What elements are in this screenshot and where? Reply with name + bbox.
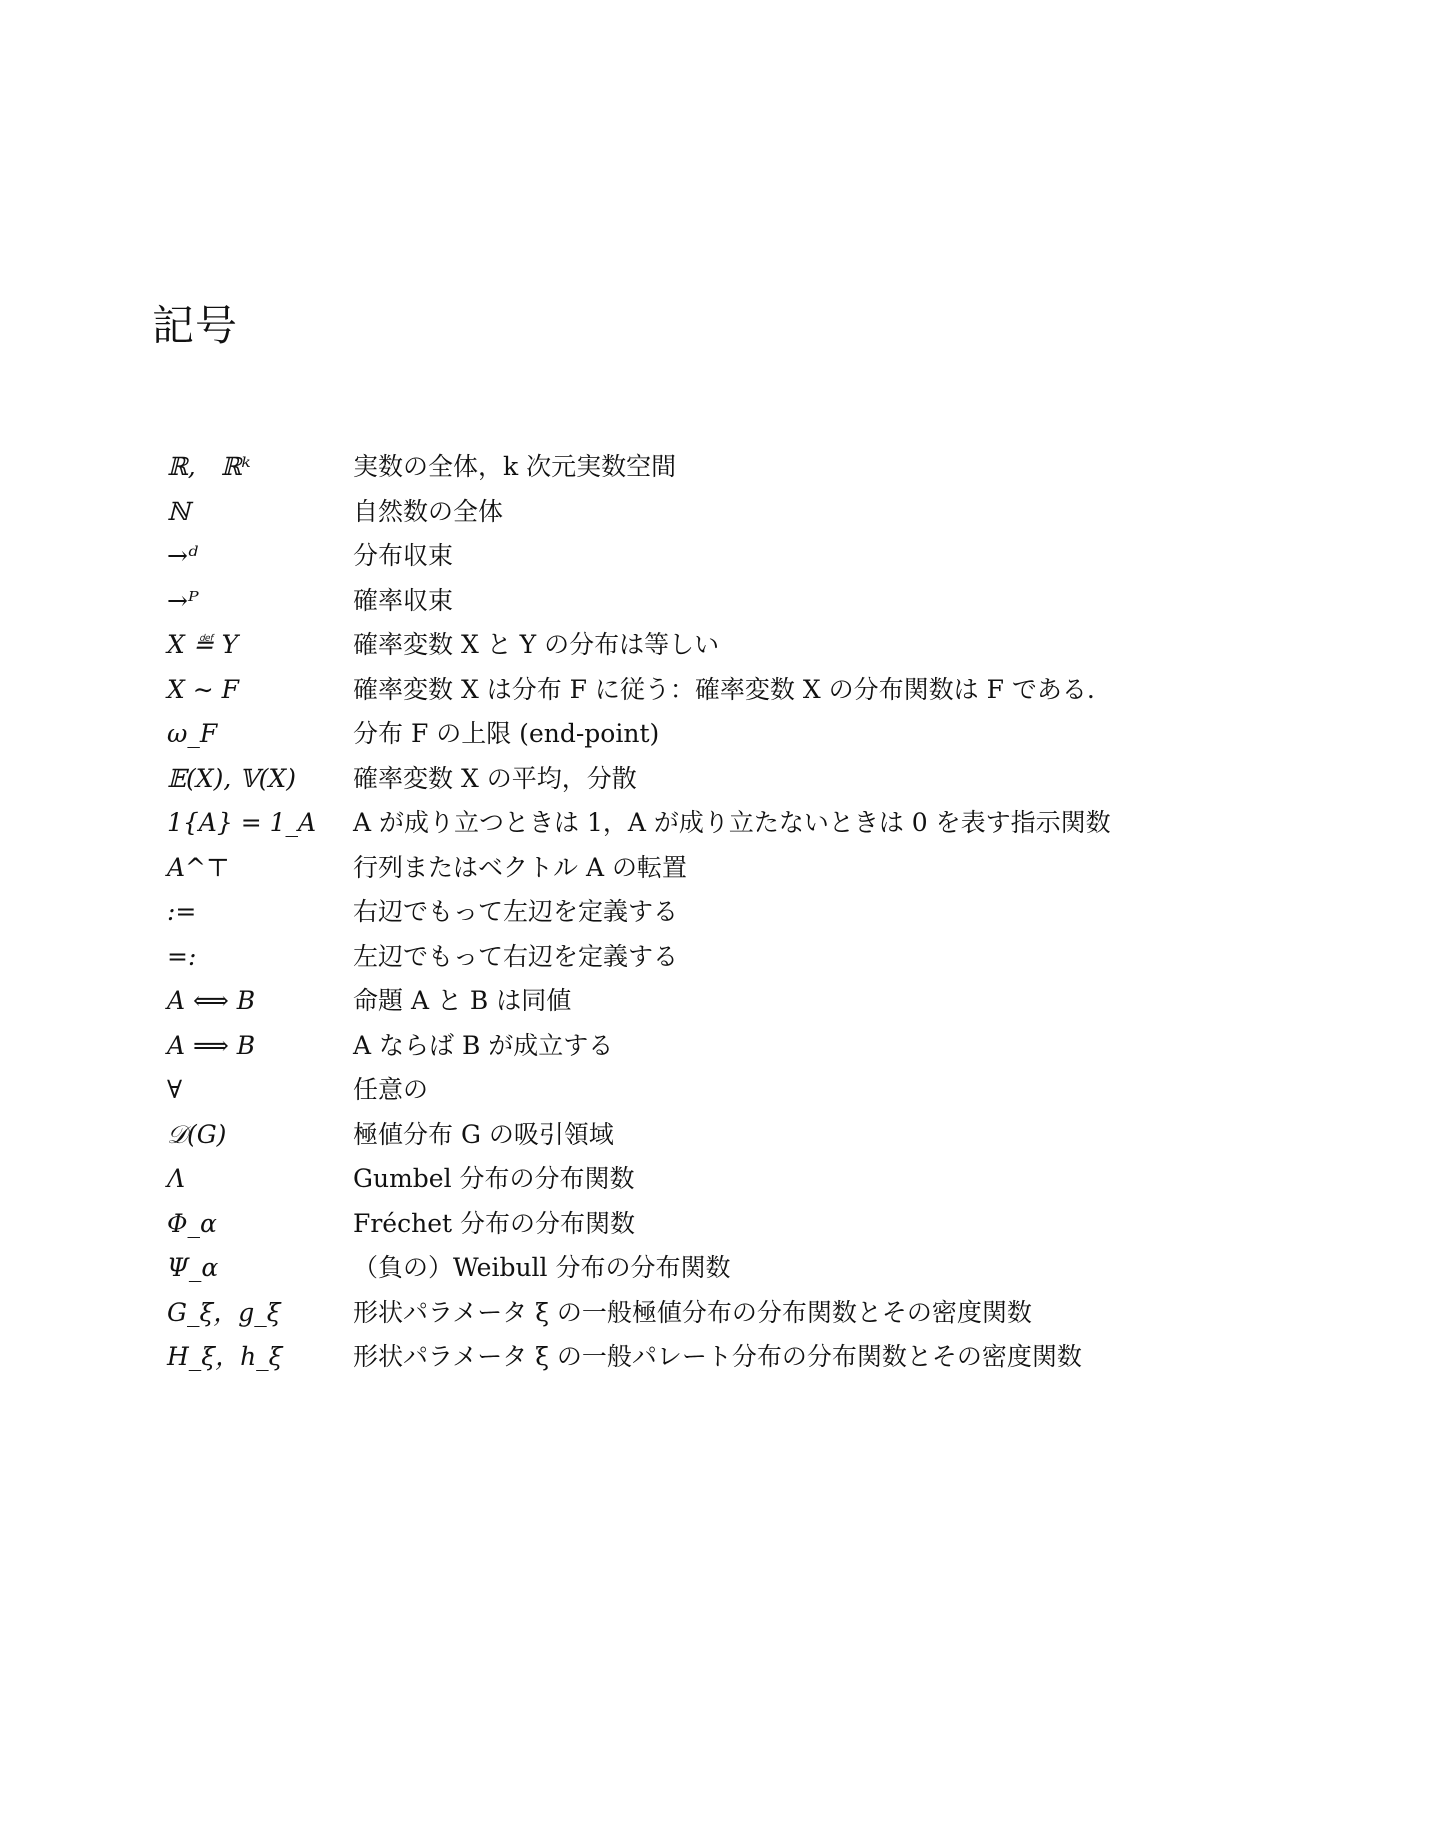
notation-row: [167, 1246, 1317, 1291]
notation-description: 右辺でもって左辺を定義する: [353, 897, 679, 926]
notation-row: [167, 1291, 1317, 1336]
notation-description: （負の）Weibull 分布の分布関数: [353, 1253, 731, 1282]
notation-description: 命題 A と B は同値: [353, 986, 572, 1015]
notation-row: [167, 534, 1317, 579]
notation-row: [167, 490, 1317, 535]
notation-row: [167, 668, 1317, 713]
notation-row: [167, 757, 1317, 802]
notation-symbol: A^⊤: [167, 852, 230, 882]
notation-symbol: H_ξ，h_ξ: [167, 1342, 283, 1371]
notation-description: 確率変数 X の平均，分散: [353, 763, 637, 793]
notation-description: 左辺でもって右辺を定義する: [353, 941, 679, 971]
notation-description: 分布 F の上限 (end-point): [353, 719, 660, 748]
notation-description: 行列またはベクトル A の転置: [353, 852, 687, 882]
notation-description: 確率変数 X は分布 F に従う：確率変数 X の分布関数は F である.: [353, 674, 1095, 704]
notation-symbol: ∀: [167, 1075, 183, 1104]
notation-symbol: G_ξ，g_ξ: [167, 1297, 281, 1327]
notation-description: 確率変数 X と Y の分布は等しい: [353, 630, 720, 659]
notation-symbol: 𝒟(G): [167, 1119, 227, 1149]
notation-row: [167, 1024, 1317, 1069]
notation-description: A ならば B が成立する: [353, 1030, 614, 1060]
page-title: 記号: [152, 301, 239, 350]
notation-row: [167, 846, 1317, 891]
notation-row: [167, 979, 1317, 1024]
notation-description: Gumbel 分布の分布関数: [353, 1164, 635, 1193]
notation-symbol: X ∼ F: [167, 674, 239, 704]
notation-row: [167, 445, 1317, 490]
notation-row: [167, 579, 1317, 624]
notation-description: 自然数の全体: [353, 496, 504, 526]
notation-symbol: =:: [167, 941, 197, 971]
notation-symbol: 𝔼(X), 𝕍(X): [167, 763, 296, 793]
notation-symbol: Λ: [167, 1164, 186, 1193]
notation-symbol: ℕ: [167, 496, 190, 526]
notation-description: 極値分布 G の吸引領域: [353, 1119, 614, 1149]
notation-description: 形状パラメータ ξ の一般極値分布の分布関数とその密度関数: [353, 1297, 1032, 1327]
notation-description: 分布収束: [353, 541, 454, 570]
notation-symbol: Φ_α: [167, 1208, 217, 1238]
notation-description: 任意の: [353, 1075, 429, 1104]
notation-symbol: Ψ_α: [167, 1253, 219, 1282]
notation-description: 確率収束: [353, 585, 454, 615]
notation-symbol: ω_F: [167, 719, 218, 748]
notation-row: [167, 1068, 1317, 1113]
notation-row: [167, 1202, 1317, 1247]
notation-list: [167, 445, 1317, 1380]
notation-row: [167, 1335, 1317, 1380]
notation-symbol: →ᴾ: [167, 585, 199, 615]
notation-description: Fréchet 分布の分布関数: [353, 1208, 635, 1238]
notation-description: 実数の全体，k 次元実数空間: [353, 452, 677, 481]
notation-description: A が成り立つときは 1，A が成り立たないときは 0 を表す指示関数: [353, 808, 1111, 837]
notation-row: [167, 890, 1317, 935]
notation-row: [167, 1113, 1317, 1158]
notation-symbol: X ≝ Y: [167, 630, 239, 659]
notation-row: [167, 1157, 1317, 1202]
notation-symbol: ℝ, ℝᵏ: [167, 452, 251, 481]
notation-description: 形状パラメータ ξ の一般パレート分布の分布関数とその密度関数: [353, 1342, 1082, 1371]
notation-symbol: A ⟺ B: [167, 986, 256, 1015]
notation-row: [167, 623, 1317, 668]
notation-symbol: →ᵈ: [167, 541, 198, 570]
notation-row: [167, 935, 1317, 980]
notation-row: [167, 801, 1317, 846]
notation-symbol: A ⟹ B: [167, 1030, 256, 1060]
notation-symbol: :=: [167, 897, 197, 926]
notation-symbol: 1{A} = 1_A: [167, 808, 317, 837]
notation-row: [167, 712, 1317, 757]
